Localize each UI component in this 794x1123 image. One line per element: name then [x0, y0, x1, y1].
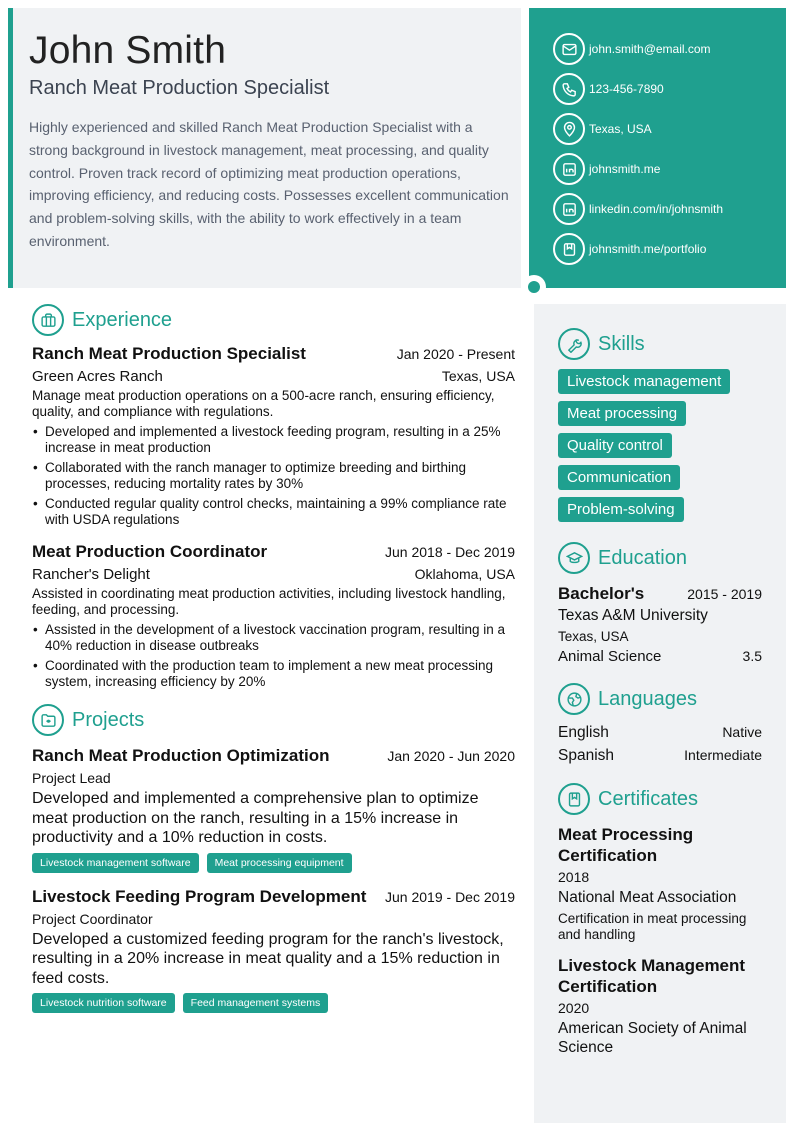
company-name: Green Acres Ranch [32, 368, 163, 385]
contact-text: johnsmith.me [589, 162, 661, 176]
experience-heading [32, 304, 515, 336]
projects-heading [32, 704, 515, 736]
header-divider-dot [522, 275, 546, 299]
contact-text: 123-456-7890 [589, 82, 664, 96]
project-tags [32, 993, 515, 1013]
contact-panel [529, 8, 786, 288]
project-date: Jun 2019 - Dec 2019 [385, 888, 515, 905]
folder-icon [32, 704, 64, 736]
experience-entry [32, 344, 515, 528]
section-title: Education [598, 546, 687, 569]
experience-entry [32, 542, 515, 690]
certificate-org: National Meat Association [558, 889, 737, 906]
list-item: • Coordinated with the production team to implement a new meat processing system, increasing efficiency by 20% [32, 658, 515, 690]
job-achievements [32, 622, 515, 690]
main-column [32, 304, 515, 1013]
contact-location [553, 112, 786, 146]
job-title: Ranch Meat Production Specialist [32, 344, 306, 363]
project-description: Developed a customized feeding program for the ranch's livestock, resulting in a 20% increase in meat quality and a 15% reduction in feed costs. [32, 930, 504, 987]
contact-text: linkedin.com/in/johnsmith [589, 202, 724, 216]
section-title: Languages [598, 687, 697, 710]
globe-icon [558, 683, 590, 715]
languages-heading [558, 683, 762, 715]
section-title: Skills [598, 332, 645, 355]
project-description: Developed and implemented a comprehensive plan to optimize meat production on the ranch, resulting in a 15% increase in productivity and a 10% reduction in costs. [32, 790, 479, 846]
tag: Meat processing equipment [207, 853, 352, 873]
job-description: Assisted in coordinating meat production activities, including livestock handling, feeding, and processing. [32, 586, 506, 617]
list-item: • Developed and implemented a livestock feeding program, resulting in a 25% increase in meat production [32, 424, 515, 456]
education-degree: Bachelor's [558, 584, 645, 603]
language-name: English [558, 724, 609, 741]
skill-badge: Communication [558, 465, 680, 490]
education-field: Animal Science [558, 648, 662, 665]
contact-portfolio[interactable] [553, 232, 786, 266]
section-title: Projects [72, 708, 145, 731]
skill-badge: Problem-solving [558, 497, 684, 522]
language-row [558, 724, 762, 742]
certificate-icon [558, 783, 590, 815]
certificate-description: Certification in meat processing and handling [558, 911, 747, 942]
job-achievements [32, 424, 515, 528]
linkedin-icon [553, 193, 585, 225]
education-section [558, 542, 762, 665]
tag: Livestock management software [32, 853, 199, 873]
company-name: Rancher's Delight [32, 566, 150, 583]
skills-heading [558, 328, 762, 360]
contact-text: johnsmith.me/portfolio [589, 242, 707, 256]
linkedin-icon [553, 153, 585, 185]
job-location: Texas, USA [441, 368, 515, 384]
contact-email[interactable] [553, 32, 786, 66]
briefcase-icon [32, 304, 64, 336]
contact-linkedin[interactable] [553, 192, 786, 226]
project-title: Ranch Meat Production Optimization [32, 746, 330, 765]
certificate-entry [558, 824, 762, 943]
job-location: Oklahoma, USA [414, 566, 515, 582]
skills-list [558, 369, 762, 529]
list-item: • Collaborated with the ranch manager to optimize breeding and birthing processes, reducing mortality rates by 30% [32, 460, 515, 492]
languages-section [558, 683, 762, 765]
contact-text: john.smith@email.com [589, 42, 711, 56]
education-location: Texas, USA [558, 629, 629, 644]
contact-text: Texas, USA [589, 122, 652, 136]
project-title: Livestock Feeding Program Development [32, 886, 367, 906]
tag: Feed management systems [183, 993, 329, 1013]
graduation-cap-icon [558, 542, 590, 574]
certificates-heading [558, 783, 762, 815]
list-item: • Assisted in the development of a livestock vaccination program, resulting in a 40% reduction in disease outbreaks [32, 622, 515, 654]
certificate-year: 2018 [558, 869, 590, 885]
education-gpa: 3.5 [742, 648, 762, 664]
education-years: 2015 - 2019 [687, 586, 762, 602]
section-title: Certificates [598, 787, 699, 810]
header-summary-panel [8, 8, 521, 288]
candidate-name: John Smith [29, 29, 227, 72]
language-name: Spanish [558, 747, 615, 764]
language-row [558, 747, 762, 765]
skill-badge: Quality control [558, 433, 672, 458]
section-title: Experience [72, 308, 173, 331]
project-tags [32, 853, 515, 873]
location-icon [553, 113, 585, 145]
certificate-year: 2020 [558, 1000, 590, 1016]
email-icon [553, 33, 585, 65]
project-role: Project Coordinator [32, 910, 153, 927]
certificate-entry [558, 955, 762, 1057]
portfolio-icon [553, 233, 585, 265]
language-level: Native [722, 724, 762, 740]
project-role: Project Lead [32, 770, 111, 786]
job-title: Meat Production Coordinator [32, 542, 268, 561]
skill-badge: Livestock management [558, 369, 730, 394]
project-entry [32, 887, 515, 1014]
contact-website[interactable] [553, 152, 786, 186]
candidate-title: Ranch Meat Production Specialist [29, 77, 330, 99]
profile-summary: Highly experienced and skilled Ranch Meat Production Specialist with a strong background in livestock management, meat processing, and quality control. Proven track record of optimizing meat production operations, improving efficiency, and reducing costs. Possesses excellent communication and problem-solving skills, with the ability to work effectively in a team environment. [29, 119, 509, 249]
education-school: Texas A&M University [558, 607, 708, 624]
list-item: • Conducted regular quality control checks, maintaining a 99% compliance rate with USDA regulations [32, 496, 515, 528]
certificate-org: American Society of Animal Science [558, 1020, 747, 1056]
sidebar-column [534, 304, 786, 1123]
wrench-icon [558, 328, 590, 360]
job-date: Jun 2018 - Dec 2019 [385, 544, 515, 560]
job-description: Manage meat production operations on a 500-acre ranch, ensuring efficiency, quality, and compliance with regulations. [32, 388, 495, 419]
skill-badge: Meat processing [558, 401, 686, 426]
certificates-section [558, 783, 762, 1057]
tag: Livestock nutrition software [32, 993, 175, 1013]
certificate-name: Livestock Management Certification [558, 956, 746, 996]
education-heading [558, 542, 762, 574]
contact-phone[interactable] [553, 72, 786, 106]
certificate-name: Meat Processing Certification [558, 825, 694, 865]
language-level: Intermediate [684, 747, 762, 763]
project-entry [32, 746, 515, 873]
job-date: Jan 2020 - Present [396, 346, 515, 362]
project-date: Jan 2020 - Jun 2020 [387, 748, 515, 764]
phone-icon [553, 73, 585, 105]
